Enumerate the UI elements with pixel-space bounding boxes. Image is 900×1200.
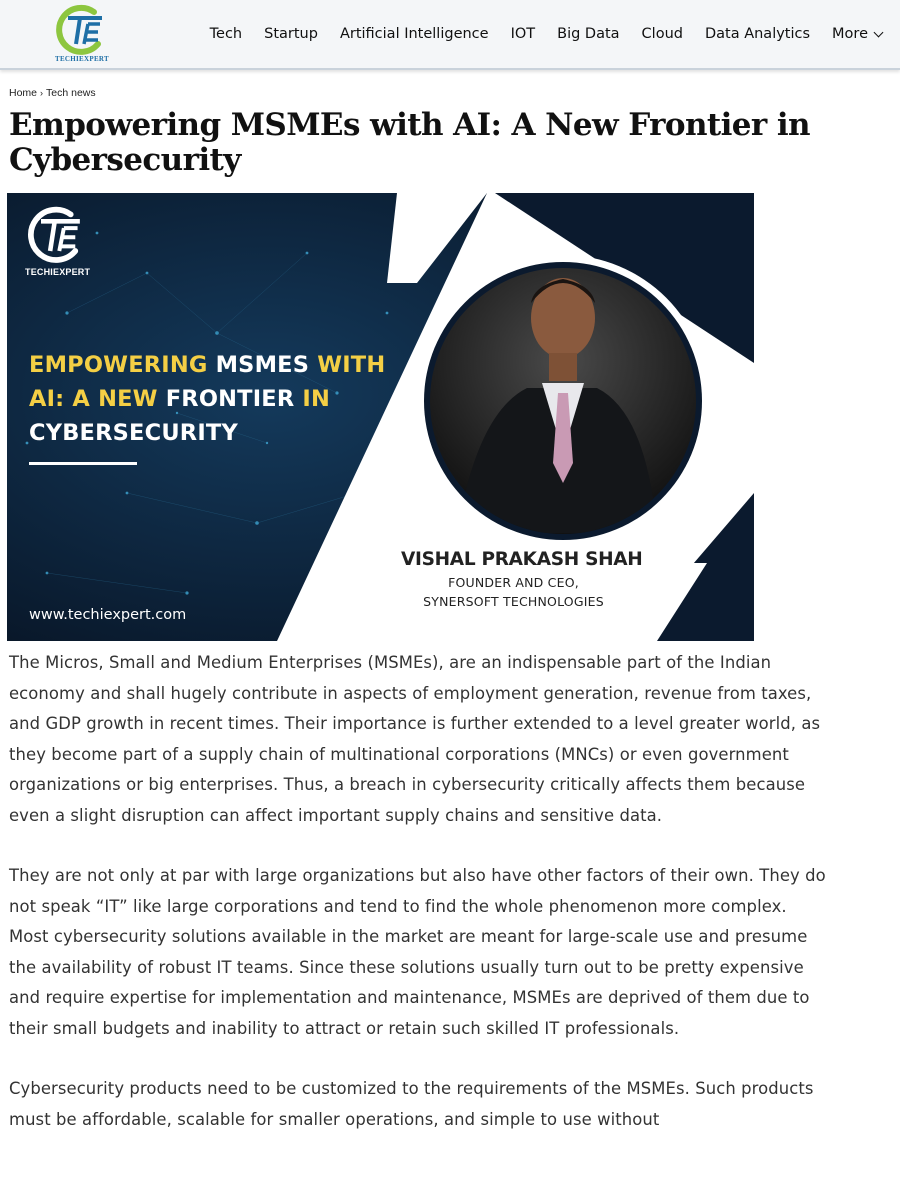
article-body [9, 648, 829, 1165]
main-nav [188, 0, 882, 68]
logo-wordmark: TECHIEXPERT [54, 55, 109, 63]
article-title: Empowering MSMEs with AI: A New Frontier in Cybersecurity [9, 107, 810, 178]
chevron-down-icon [874, 27, 884, 37]
article-paragraph: The Micros, Small and Medium Enterprises (MSMEs), are an indispensable part of the Indian economy and shall hugely contribute in aspects of employment generation, revenue from taxes, and GDP growth in recent times. Their importance is further extended to a level greater world, as they become part of a supply chain of multinational corporations (MNCs) or even government organizations or big enterprises. Thus, a breach in cybersecurity critically affects them because even a slight disruption can affect important supply chains and sensitive data. [9, 653, 821, 825]
hero-headline-word: CYBERSECURITY [29, 420, 238, 446]
hero-headline-word: MSMES [207, 352, 318, 378]
hero-headline-word: EMPOWERING [29, 352, 208, 378]
breadcrumb-separator: › [40, 88, 44, 98]
person-name: VISHAL PRAKASH SHAH [401, 549, 643, 570]
person-role [401, 573, 626, 611]
site-logo[interactable] [54, 4, 110, 66]
hero-headline-word: WITH [317, 352, 386, 378]
nav-item-data-analytics[interactable]: Data Analytics [704, 26, 811, 42]
techiexpert-logo-icon [25, 205, 89, 265]
nav-item-tech[interactable]: Tech [209, 26, 243, 42]
featured-image [7, 193, 754, 641]
hero-headline-word: FRONTIER [157, 386, 303, 412]
nav-item-big-data[interactable]: Big Data [557, 26, 620, 42]
nav-item-artificial-intelligence[interactable]: Artificial Intelligence [339, 26, 489, 42]
breadcrumb [9, 87, 96, 99]
nav-item-cloud[interactable]: Cloud [641, 26, 683, 42]
hero-headline-word: AI: A NEW [29, 386, 158, 412]
hero-url: www.techiexpert.com [29, 607, 187, 623]
hero-headline-word: IN [302, 386, 331, 412]
article-paragraph: Cybersecurity products need to be customized to the requirements of the MSMEs. Such products must be affordable, scalable for smaller operations, and simple to use without [9, 1079, 814, 1129]
hero-headline-underline [29, 462, 137, 465]
hero-logo [25, 205, 89, 285]
breadcrumb-home[interactable]: Home [9, 87, 38, 99]
person-role-line: FOUNDER AND CEO, [448, 575, 579, 590]
person-role-line: SYNERSOFT TECHNOLOGIES [423, 594, 604, 609]
breadcrumb-category[interactable]: Tech news [46, 87, 96, 99]
nav-item-more[interactable] [832, 26, 882, 42]
nav-more-label: More [832, 26, 868, 42]
techiexpert-logo-icon [54, 4, 110, 56]
site-header [0, 0, 900, 70]
nav-item-startup[interactable]: Startup [264, 26, 318, 42]
hero-logo-wordmark: TECHIEXPERT [25, 267, 91, 277]
nav-item-iot[interactable]: IOT [510, 26, 536, 42]
hero-headline [29, 348, 429, 450]
article-paragraph: They are not only at par with large organizations but also have other factors of their own. They do not speak “IT” like large corporations and tend to find the whole phenomenon more complex. Most cybersecurity solutions available in the market are meant for large-scale use and presume the availability of robust IT teams. Since these solutions usually turn out to be pretty expensive and require expertise for implementation and maintenance, MSMEs are deprived of them due to their small budgets and inability to attract or retain such skilled IT professionals. [9, 866, 826, 1038]
